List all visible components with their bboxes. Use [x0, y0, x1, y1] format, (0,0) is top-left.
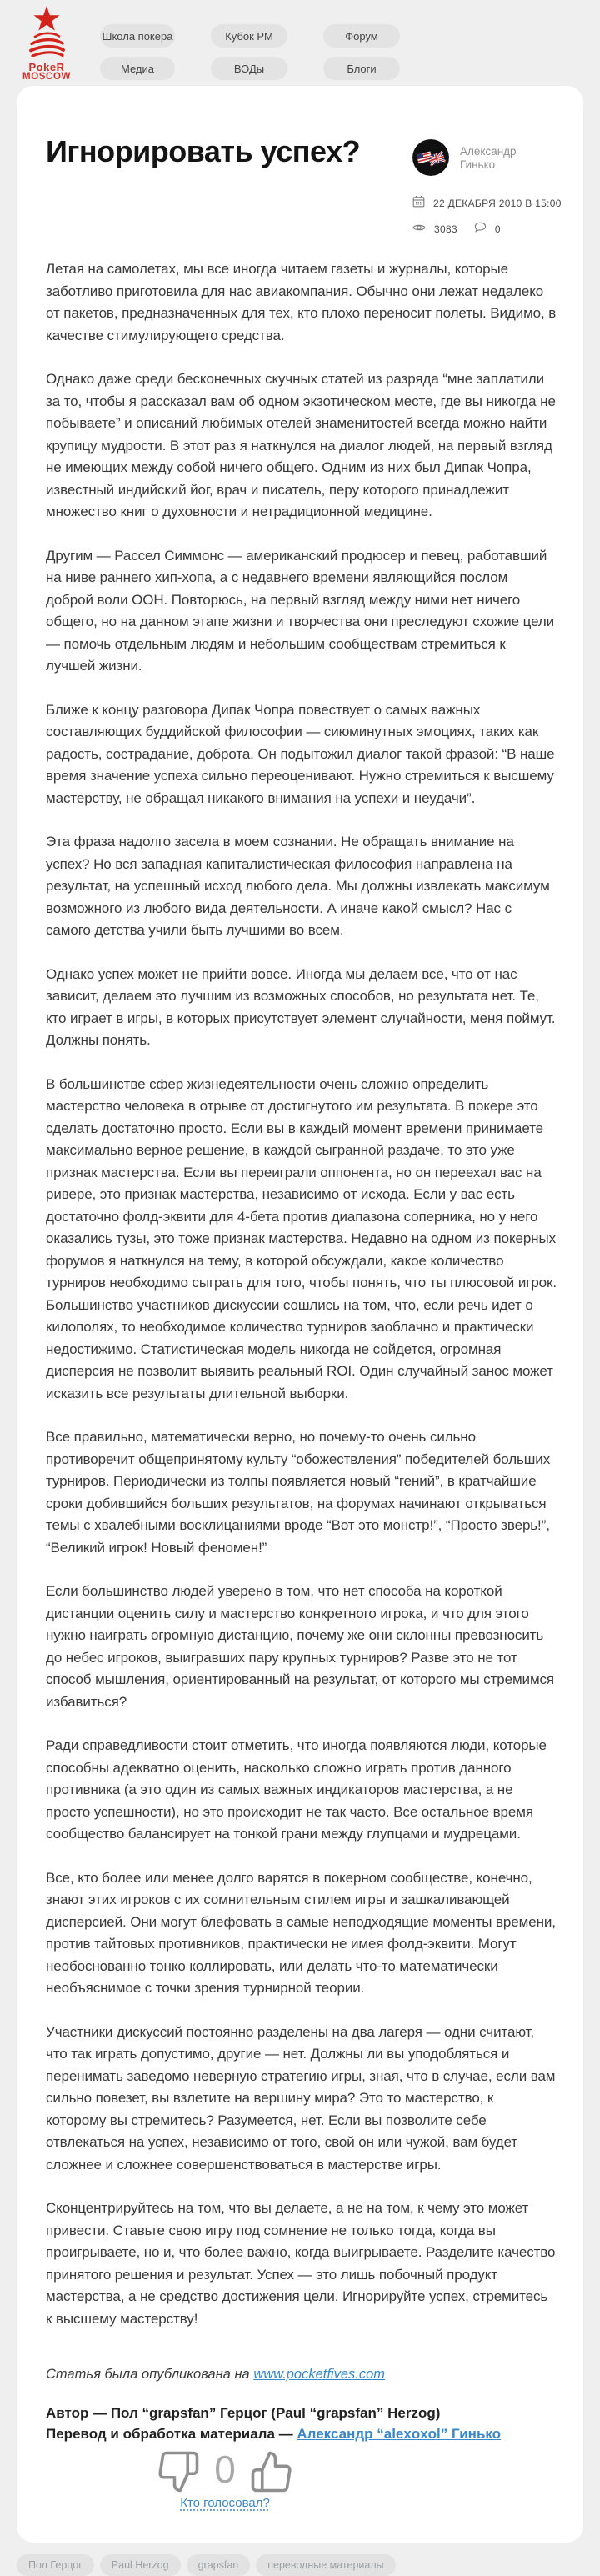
comments-icon [474, 222, 495, 237]
who-voted-link[interactable]: Кто голосовал? [180, 2496, 270, 2510]
author-block [412, 133, 562, 237]
author-name[interactable]: Александр Гинько [460, 145, 517, 172]
tag-pill[interactable]: переводные материалы [256, 2554, 395, 2576]
article-card [17, 86, 583, 2543]
tags-bar [17, 2554, 583, 2576]
article-paragraph: Летая на самолетах, мы все иногда читаем газеты и журналы, которые заботливо приготовила для нас авиакомпания. Обычно они лежат недалеко от пакетов, предназначенных для тех, кто плохо переносит полеты. Видимо, в качестве стимулирующего средства. [46, 261, 557, 343]
nav-item[interactable]: Форум [323, 24, 400, 48]
article-header [46, 133, 562, 237]
site-header [0, 0, 600, 86]
credits-translation-link[interactable]: Александр “alexoxol” Гинько [297, 2426, 502, 2442]
logo-line1: PokeR [28, 61, 65, 73]
credits-translation-line [46, 2423, 557, 2444]
author-avatar[interactable] [412, 139, 449, 176]
nav-item[interactable]: ВОДы [211, 57, 288, 80]
tag-pill[interactable]: Пол Герцог [17, 2554, 94, 2576]
nav-item[interactable]: Школа покера [100, 24, 175, 48]
credits-block [46, 2403, 557, 2444]
who-voted-wrap [46, 2496, 404, 2511]
article-paragraph: Сконцентрируйтесь на том, что вы делаете, а не на том, к чему это может привести. Ставьте свою игру под сомнение не только тогда, когда вы проигрываете, но и, что более важно, когда выигрываете. Разделите качество принятого решения и результат. Успех — это лишь побочный продукт мастерства, а не средство достижения цели. Игнорируйте успех, стремитесь к высшему мастерству! [46, 2200, 556, 2327]
calendar-icon [412, 195, 433, 212]
credits-translation-prefix: Перевод и обработка материала — [46, 2426, 298, 2442]
article-meta [412, 195, 562, 237]
article-paragraph: Однако успех может не прийти вовсе. Иногда мы делаем все, что от нас зависит, делаем это лучшим из возможных способов, но результата нет. Те, кто играет в игры, в которых присутствует элемент случайности, меня поймут. Должны понять. [46, 965, 556, 1048]
thumbs-up-button[interactable] [249, 2449, 294, 2494]
article-paragraph: Однако даже среди бесконечных скучных статей из разряда “мне заплатили за то, чтобы я рассказал вам об одном экзотическом месте, где вы никогда не побываете” и описаний любимых отелей знаменитостей всегда можно найти крупицу мудрости. В этот раз я наткнулся на диалог людей, на первый взгляд не имеющих между собой ничего общего. Одним из них был Дипак Чопра, известный индийский йог, врач и писатель, перу которого принадлежит множество книг о духовности и нетрадиционной медицине. [46, 371, 556, 519]
meta-stats-row [412, 222, 554, 237]
tag-pill[interactable]: Paul Herzog [100, 2554, 181, 2576]
vote-box [46, 2449, 404, 2494]
pokermoscow-logo-text [20, 62, 73, 83]
source-line [46, 2367, 554, 2383]
article-paragraph: Участники дискуссий постоянно разделены на два лагеря — одни считают, что так играть допустимо, другие — нет. Должны ли вы уподобляться и перенимать заведомо неверную стратегию игры, зная, что в случае, если вам сильно повезет, вы взлетите на вершину мира? Это то мастерство, к которому вы стремитесь? Разумеется, нет. Если вы позволите себе отвлекаться на успех, независимо от того, свой он или чужой, вам будет сложнее и сложнее совершенствоваться в мастерстве игры. [46, 2023, 556, 2173]
source-link[interactable]: www.pocketfives.com [253, 2367, 386, 2382]
article-paragraph: Эта фраза надолго засела в моем сознании. Не обращать внимание на успех? Но вся западная капиталистическая философия направлена на результат, на успешный исход любого дела. Мы должны извлекать максимум возможного из любого вида деятельности. А иначе какой смысл? Нас с самого детства учили быть лучшими во всем. [46, 834, 550, 938]
pokermoscow-logo[interactable] [20, 5, 73, 83]
source-prefix: Статья была опубликована на [46, 2367, 254, 2382]
thumbs-down-button[interactable] [156, 2449, 201, 2494]
article-date: 22 ДЕКАБРЯ 2010 В 15:00 [433, 198, 562, 209]
credits-author-line: Автор — Пол “grapsfan” Герцог (Paul “grapsfan” Herzog) [46, 2405, 441, 2421]
main-nav [100, 24, 400, 80]
views-count: 3083 [434, 223, 458, 235]
views-icon [412, 222, 434, 237]
pokermoscow-logo-icon [20, 46, 73, 60]
article-title: Игнорировать успех? [46, 134, 361, 168]
article-paragraph: Если большинство людей уверено в том, что нет способа на короткой дистанции оценить силу и мастерство конкретного игрока, и что для этого нужно наиграть огромную дистанцию, почему же они склонны превозносить до небес игроков, выигравших пару крупных турниров? Разве это не тот способ мышления, ориентированный на результат, от которого мы стремимся избавиться? [46, 1583, 555, 1710]
nav-item[interactable]: Медиа [100, 57, 175, 80]
article-paragraph: Все, кто более или менее долго варятся в покерном сообществе, конечно, знают этих игроков с их сомнительным стилем игры и зашкаливающей дисперсией. Они могут блефовать в самые неподходящие моменты времени, против тайтовых противников, практически не имея фолд-эквити. Могут необоснованно тонко коллировать, или делать что-то математически необъяснимое с точки зрения турнирной теории. [46, 1869, 556, 1996]
article-paragraph: Все правильно, математически верно, но почему-то очень сильно противоречит общепринятому культу “обожествления” победителей больших турниров. Периодически из толпы появляется новый “гений”, в кратчайшие сроки добившийся больших результатов, на форумах начинают открываться темы с хвалебными восклицаниями вроде “Вот это монстр!”, “Просто зверь!”, “Великий игрок! Новый феномен!” [46, 1429, 551, 1556]
nav-item[interactable]: Блоги [323, 57, 400, 80]
tag-pill[interactable]: grapsfan [187, 2554, 251, 2576]
article-body [46, 258, 557, 2330]
meta-date-row [412, 195, 562, 212]
article-paragraph: Ближе к концу разговора Дипак Чопра повествует о самых важных составляющих буддийской философии — сиюминутных эмоциях, таких как радость, сострадание, доброта. Он подытожил диалог такой фразой: “В наше время значение успеха сильно переоценивают. Нужно стремиться к высшему мастерству, не обращая никакого внимания на успехи и неудачи”. [46, 701, 555, 806]
article-paragraph: В большинстве сфер жизнедеятельности очень сложно определить мастерство человека в отрыве от достигнутого им результата. В покере это сделать достаточно просто. Если вы в каждый момент времени принимаете максимально верное решение, в каждой сыгранной раздаче, то это уже признак мастерства. Если вы переиграли оппонента, но он переехал вас на ривере, это признак мастерства, независимо от исхода. Если у вас есть достаточно фолд-эквити для 4-бета против диапазона соперника, но у него оказались тузы, это тоже признак мастерства. Недавно на одном из покерных форумов я наткнулся на тему, в которой обсуждали, какое количество турниров необходимо сыграть для того, чтобы понять, что ты плюсовой игрок. Большинство участников дискуссии сошлись на том, что, если речь идет о килополях, то необходимое количество турниров заоблачно и практически недостижимо. Статистическая модель никогда не сойдется, огромная дисперсия не позволит выявить реальный ROI. Один случайный занос может исказить все результаты длительной выборки. [46, 1075, 557, 1401]
vote-count: 0 [214, 2448, 236, 2491]
article-paragraph: Ради справедливости стоит отметить, что иногда появляются люди, которые способны адекватно оценить, насколько сложно играть против данного противника (а это один из самых важных индикаторов мастерства, а не просто успешности), но это происходит не так часто. Все остальное время сообщество балансирует на тонкой грани между глупцами и мудрецами. [46, 1737, 547, 1842]
logo-line2: MOSCOW [22, 72, 71, 82]
article-paragraph: Другим — Рассел Симмонс — американский продюсер и певец, работавший на ниве раннего хип-хопа, а с недавнего времени являющийся послом доброй воли ООН. Повторюсь, на первый взгляд между ними нет ничего общего, но на данном этапе жизни и творчества они преследуют схожие цели — помочь отдельным людям и небольшим сообществам стремиться к лучшей жизни. [46, 547, 555, 674]
comments-count: 0 [494, 223, 501, 235]
nav-item[interactable]: Кубок РМ [211, 24, 288, 48]
